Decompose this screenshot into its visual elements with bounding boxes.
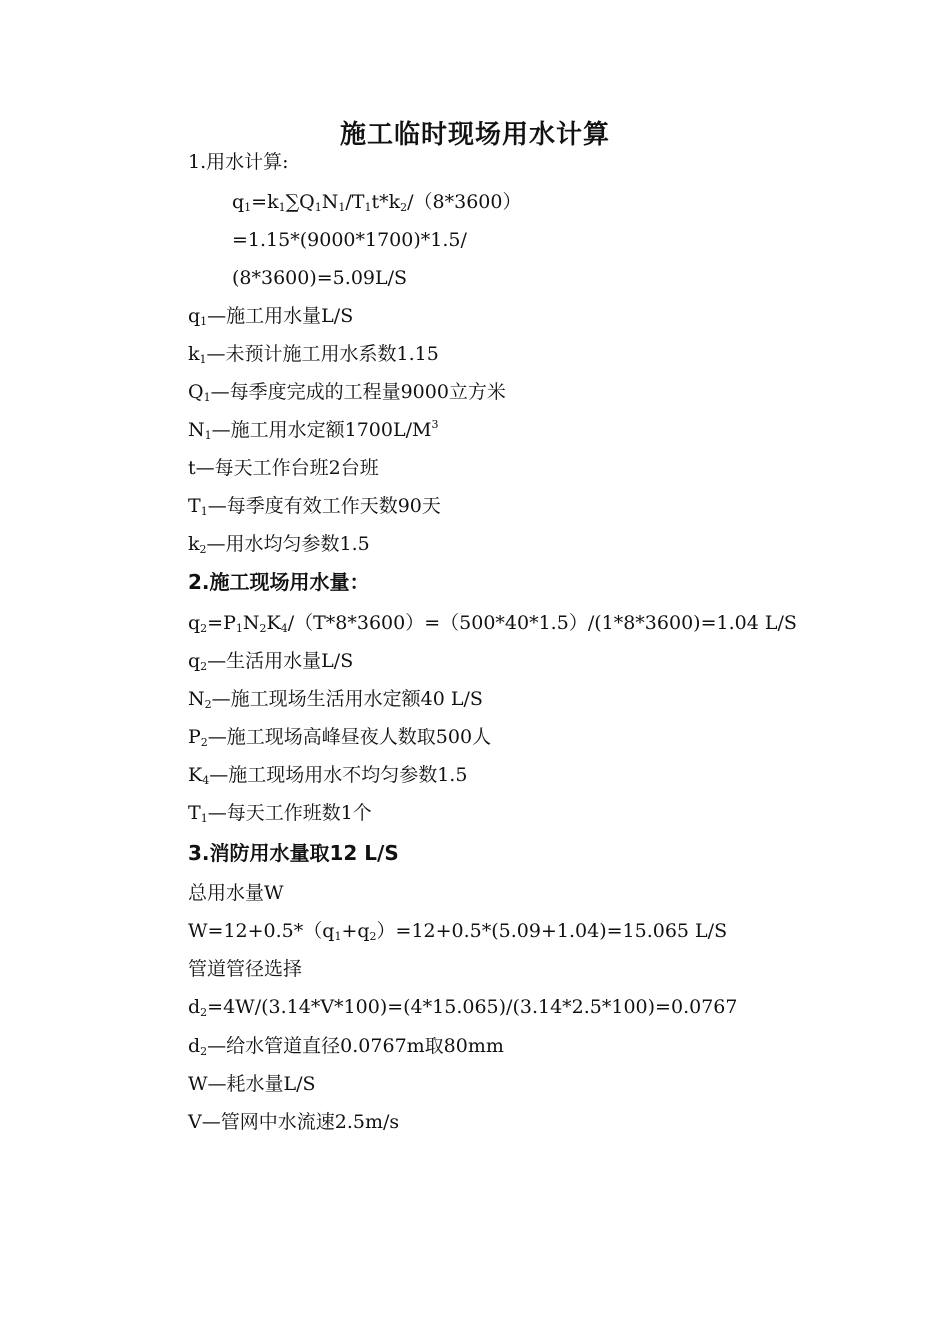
definition-line: $N_1—$施工用水定额$1700L/M^3$ <box>188 418 439 442</box>
definition-line: $N_2—$施工现场生活用水定额40 L/S <box>188 688 483 711</box>
definition-line: $d_2—$给水管道直径0.0767m取80mm <box>188 1035 504 1058</box>
formula-q1-line1: $q_1=k_1\sum Q_1N_1/T_1t*k_2/(8*3600)$ <box>232 191 522 214</box>
formula-w: $W=12+0.5*(q_1+q_2)=12+0.5*(5.09+1.04)=15.065$ L/S <box>188 920 728 943</box>
definition-line: $q_1—$施工用水量L/S <box>188 305 354 328</box>
section-3-heading: 3.消防用水量取12 L/S <box>188 841 399 865</box>
definition-line: $k_2—$用水均匀参数1.5 <box>188 533 370 556</box>
definition-line: $T_1—$每季度有效工作天数90天 <box>188 495 441 518</box>
section-2-heading: 2.施工现场用水量： <box>188 570 370 594</box>
definition-line: $k_1—$未预计施工用水系数1.15 <box>188 343 439 366</box>
formula-d2: $d_2=4W/(3.14*V*100)=(4*15.065)/(3.14*2.5*100)=0.0767$ <box>188 996 738 1019</box>
definition-line: $P_2—$施工现场高峰昼夜人数取500人 <box>188 726 492 749</box>
definition-line: $Q_1—$每季度完成的工程量9000立方米 <box>188 381 506 404</box>
definition-line: t—每天工作台班2台班 <box>188 457 379 479</box>
definition-line: $T_1—$每天工作班数1个 <box>188 802 372 825</box>
definition-line: V—管网中水流速2.5m/s <box>188 1111 400 1133</box>
formula-q2: $q_2=P_1N_2K_4/(T*8*3600)=(500*40*1.5)/(1*8*3600)=1.04$ L/S <box>188 612 797 635</box>
page-title: 施工临时现场用水计算 <box>339 120 610 150</box>
formula-q1-line3: (8*3600)=5.09L/S <box>232 267 408 289</box>
definition-line: $q_2—$生活用水量L/S <box>188 650 354 673</box>
definition-line: $K_4—$施工现场用水不均匀参数1.5 <box>188 764 468 787</box>
pipe-selection-label: 管道管径选择 <box>188 958 303 980</box>
section-1-heading: 1.用水计算: <box>188 151 289 173</box>
definition-line: W—耗水量L/S <box>188 1073 316 1095</box>
formula-q1-line2: =1.15*(9000*1700)*1.5/ <box>232 229 467 251</box>
total-water-label: 总用水量W <box>188 882 284 904</box>
